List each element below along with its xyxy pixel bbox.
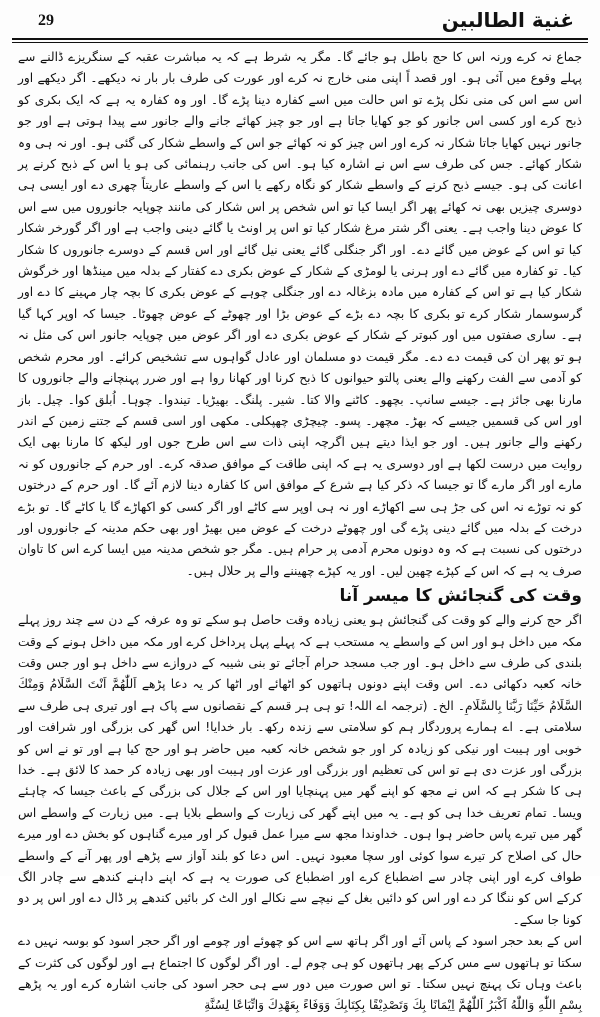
paragraph: اگر حج کرنے والے کو وقت کی گنجائش ہو یعنی زیادہ وقت حاصل ہو سکے تو وہ عرفہ کے دن سے چند روز پہلے مکہ میں داخل ہو اور اس کے واسطے یہ مستحب ہے کہ پہلے پہل پرداخل کرے اور مکہ میں داخل ہونے کے وقت بلندی کی طرف سے داخل ہو۔ اور جب مسجد حرام آجائے تو بنی شیبہ کے دروازے سے داخل ہو اور جس وقت خانہ کعبہ دکھائی دے۔ اس وقت اپنے دونوں ہاتھوں کو اٹھائے اور اٹھا کر یہ دعا پڑھے اَللّٰھُمَّ اَنْتَ السَّلَامُ وَمِنْكَ السَّلَامُ حَيِّنَا رَبَّنَا بِالسَّلَامِ۔ الخ۔ (ترجمہ اے اللہ! تو ہی ہر قسم کے نقصانوں سے پاک ہے اور تیری ہی طرف سے سلامتی ہے۔ اے ہمارے پروردگار ہم کو سلامتی سے زندہ رکھ۔ بار خدایا! اس گھر کی بزرگی اور شرافت اور خوبی اور ہیبت اور نیکی کو زیادہ کر اور جو شخص خانہ کعبہ میں حاضر ہو اور حج کیا ہے اور تو نے اس کو بزرگی اور عزت دی ہے تو اس کی تعظیم اور بزرگی اور عزت اور ہیبت اور بھی زیادہ کر حمد کا لائق ہے۔ خدا ہی کا شکر ہے کہ اس نے مجھ کو اپنے گھر میں پہنچایا اور اس کے جلال کی بزرگی کے باعث جیسا کہ چاہئے ویسا۔ تمام تعریف خدا ہی کو ہے۔ یہ میں اپنے گھر کی زیارت کے واسطے بلایا ہے۔ میں زیارت کے واسطے اس گھر میں تیرے پاس حاضر ہوا ہوں۔ خداوندا مجھ سے میرا عمل قبول کر اور میرے گناہوں کو بخش دے اور میرے حال کی اصلاح کر تیرے سوا کوئی اور سچا معبود نہیں۔ اس دعا کو بلند آواز سے پڑھے اور پھر آنے کے واسطے طواف کرے اور اپنی چادر سے اضطباع کرے اور اضطباع کی صورت یہ ہے کہ اپنے داہنے کندھے سے چادر الگ کرکے اس کو ننگا کر دے اور اس کو دائیں بغل کے نیچے سے نکالے اور الٹ کر بائیں کندھے پر ڈال دے اور اس پر دو کونا جا سکے۔	[18, 613, 582, 927]
page-header	[12, 8, 588, 40]
header-divider	[12, 42, 588, 43]
paragraph: جماع نہ کرے ورنہ اس کا حج باطل ہو جائے گا۔ مگر یہ شرط ہے کہ یہ مباشرت عقبہ کے سنگریزے ڈالنے سے پہلے وقوع میں آئی ہو۔ اور قصد اً اپنی منی خارج نہ کرے اور عورت کی طرف بار بار نہ دیکھے۔ اگر دیکھے اور اس سے اس کی منی نکل پڑے تو اس حالت میں اسے کفارہ دینا پڑے گا۔ اور وہ کفارہ یہ ہے کہ ایک بکری کو ذبح کرے اور کسی اس جانور کو جو کھایا جاتا ہے اور جو چیز کھائے جانے والے جانور سے پیدا ہوتی ہے اور جو جانور نہیں کھایا جاتا شکار نہ کرے اور اس چیز کو نہ کھائے جو اس کے واسطے شکار کی گئی ہو۔ اور نہ ہی وہ شکار کھائے۔ جس کی طرف سے اس نے اشارہ کیا ہو۔ اس کی جانب رہنمائی کی ہو یا اس کے ذبح کرنے پر اعانت کی ہو۔ جیسے ذبح کرنے کے واسطے شکار کو نگاہ رکھے یا اس کے واسطے عاریتاً چھری دے اور ایسی ہی دوسری چیزیں بھی نہ کھائے پھر اگر ایسا کیا تو اس شخص پر اس شکار کی مانند چوپایہ جانوروں میں سے اس کا عوض دینا واجب ہے۔ یعنی اگر شتر مرغ شکار کیا تو اس پر اونٹ یا گائے دینی واجب ہے اور اگر گورخر شکار کیا تو اس کے عوض میں گائے دے۔ اور اگر جنگلی گائے یعنی نیل گائے اور اس قسم کے دوسرے جانوروں کا شکار کیا۔ تو کفارہ میں گائے دے اور ہرنی یا لومڑی کے شکار کے عوض بکری دے کفتار کے بدلہ میں مینڈھا اور خرگوش شکار کیا ہے تو اس کے کفارہ میں مادہ بزغالہ دے اور جنگلی چوہے کے عوض بکری کا بچہ چار مہینے کا دے اور گرسوسمار شکار کرے تو بکری کا بچہ دے بڑے کے عوض بڑا اور چھوٹے کے عوض چھوٹا۔ جیسا کہ اوپر کہا گیا ہے۔ ساری صفتوں میں اور کبوتر کے شکار کے عوض بکری دے اور اگر عوض میں چوپایہ جانور اس کی مثل نہ ہو تو پھر ان کی قیمت دے دے۔ مگر قیمت دو مسلمان اور عادل گواہوں سے تشخیص کرائے۔ اور محرم شخص کو آدمی سے الفت رکھنے والے یعنی پالتو حیوانوں کا ذبح کرنا اور کھانا روا ہے اور ضرر پہنچانے والے جانوروں کا مارنا بھی جائز ہے۔ جیسے سانپ۔ بچھو۔ کاٹنے والا کتا۔ شیر۔ پلنگ۔ بھیڑیا۔ تیندوا۔ چوہا۔ اُبلق کوا۔ چیل۔ باز اور اس کی قسمیں جیسے کہ بھڑ۔ مچھر۔ پسو۔ چیچڑی چھپکلی۔ مکھی اور اسی قسم کے جتنے زمین کے اندر رکھنے والے جانور ہیں۔ اور جو ایذا دیتے ہیں اگرچہ اپنی ذات سے اس طرح جوں اور لیکھ کا مارنا بھی ایک روایت میں درست لکھا ہے اور دوسری یہ ہے کہ اپنی طاقت کے موافق صدقہ کرے۔ اور حرم کے جانوروں کو نہ مارے اور اگر مارے گا تو جیسا کہ ذکر کیا ہے شرع کے موافق اس کا کفارہ دینا لازم آئے گا۔ اور حرم کے درختوں کو نہ توڑے نہ اس کی جڑ ہی سے اکھاڑے اور نہ ہی اوپر سے کاٹے اور اگر کسی کو اکھاڑے گا یا کاٹے گا۔ تو بڑے درخت کے بدلہ میں گائے دینی پڑے گی اور چھوٹے درخت کے عوض میں بھیڑ اور بھی حکم مدینہ کے جانوروں اور درختوں کی نسبت ہے کہ وہ دونوں محرم آدمی پر حرام ہیں۔ مگر جو شخص مدینہ میں ایسا کرے اس کا تاوان صرف یہ ہے کہ اس کے کپڑے چھین لیں۔ اور یہ کپڑے چھیننے والے پر حلال ہیں۔	[18, 50, 582, 578]
paragraph: اس کے بعد حجر اسود کے پاس آئے اور اگر ہاتھ سے اس کو چھوئے اور چومے اور اگر حجر اسود کو بوسہ نہیں دے سکتا تو ہاتھوں سے مس کرکے پھر ہاتھوں کو ہی چوم لے۔ اور اگر لوگوں کا اجتماع ہے اور لوگوں کی کثرت کے باعث وہاں تک پہنچ نہیں سکتا۔ تو اس صورت میں دور سے ہی حجر اسود کی جانب اشارہ کرے اور یہ پڑھے بِسْمِ اللّٰهِ وَاللّٰهُ اَكْبَرُ اَللّٰھُمَّ اِیْمَانًا بِكَ وَتَصْدِیْقًا بِكِتَابِكَ وَوَفَاءً بِعَهْدِكَ وَاتِّبَاعًا لِسُنَّةِ	[18, 934, 582, 1013]
body-text	[12, 47, 588, 1017]
running-title: غنية الطالبين	[441, 8, 574, 32]
section-heading: وقت کی گنجائش کا میسر آنا	[339, 586, 582, 607]
page-number: 29	[38, 12, 54, 29]
